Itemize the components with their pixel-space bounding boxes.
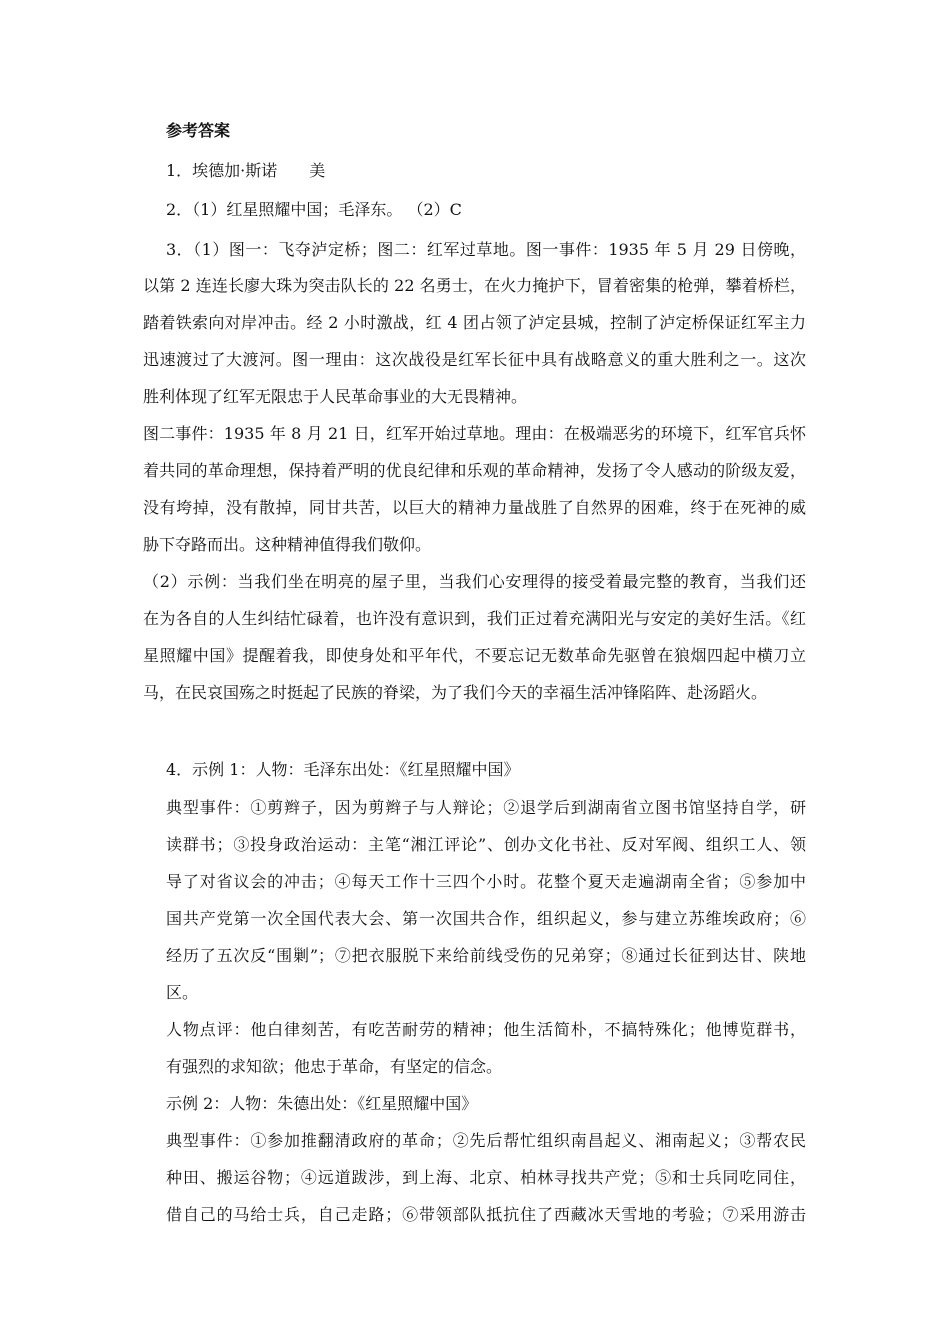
- answer-2: 2．（1）红星照耀中国；毛泽东。 （2）C: [166, 200, 462, 219]
- answer-4-line: 典型事件：①剪辫子，因为剪辫子与人辩论；②退学后到湖南省立图书馆坚持自学，研: [166, 798, 806, 817]
- answer-4-line: 借自己的马给士兵，自己走路；⑥带领部队抵抗住了西藏冰天雪地的考验；⑦采用游击: [166, 1205, 806, 1224]
- answer-1: 1．埃德加·斯诺 美: [166, 161, 326, 180]
- answer-4-line: 4．示例 1：人物：毛泽东出处：《红星照耀中国》: [166, 760, 520, 779]
- answer-4-line: 示例 2：人物：朱德出处：《红星照耀中国》: [166, 1094, 478, 1113]
- answer-3-line: 星照耀中国》提醒着我，即使身处和平年代，不要忘记无数革命先驱曾在狼烟四起中横刀立: [143, 646, 806, 665]
- answer-3-line: 图二事件：1935 年 8 月 21 日，红军开始过草地。理由：在极端恶劣的环境下，红军官兵怀: [143, 424, 806, 443]
- answer-4-line: 读群书；③投身政治运动：主笔“湘江评论”、创办文化书社、反对军阀、组织工人、领: [166, 835, 806, 854]
- answer-3-line: 胜利体现了红军无限忠于人民革命事业的大无畏精神。: [143, 387, 528, 406]
- answer-4-line: 种田、搬运谷物；④远道跋涉，到上海、北京、柏林寻找共产党；⑤和士兵同吃同住，: [166, 1168, 806, 1187]
- answer-4-line: 导了对省议会的冲击；④每天工作十三四个小时。花整个夏天走遍湖南全省；⑤参加中: [166, 872, 806, 891]
- answer-3-line: 没有垮掉，没有散掉，同甘共苦，以巨大的精神力量战胜了自然界的困难，终于在死神的威: [143, 498, 806, 517]
- answer-3-line: （2）示例：当我们坐在明亮的屋子里，当我们心安理得的接受着最完整的教育，当我们还: [143, 572, 806, 591]
- answer-3-line: 踏着铁索向对岸冲击。经 2 小时激战，红 4 团占领了泸定县城，控制了泸定桥保证红军主力: [143, 313, 806, 332]
- answer-4-line: 区。: [166, 983, 199, 1002]
- answer-4-line: 典型事件：①参加推翻清政府的革命；②先后帮忙组织南昌起义、湘南起义；③帮农民: [166, 1131, 806, 1150]
- answers-heading: 参考答案: [166, 121, 231, 140]
- answer-4-line: 人物点评：他白律刻苦，有吃苦耐劳的精神；他生活简朴，不搞特殊化；他博览群书，: [166, 1020, 806, 1039]
- answer-3-line: 在为各自的人生纠结忙碌着，也许没有意识到，我们正过着充满阳光与安定的美好生活。《红: [143, 609, 806, 628]
- answer-3-line: 3．（1）图一：飞夺泸定桥；图二：红军过草地。图一事件：1935 年 5 月 29 日傍晚，: [166, 240, 806, 259]
- answer-3-line: 马，在民哀国殇之时挺起了民族的脊梁，为了我们今天的幸福生活冲锋陷阵、赴汤蹈火。: [143, 683, 768, 702]
- answer-4-line: 经历了五次反“围剿”；⑦把衣服脱下来给前线受伤的兄弟穿；⑧通过长征到达甘、陕地: [166, 946, 806, 965]
- answer-3-line: 胁下夺路而出。这种精神值得我们敬仰。: [143, 535, 432, 554]
- answer-4-line: 有强烈的求知欲；他忠于革命，有坚定的信念。: [166, 1057, 503, 1076]
- answer-3-line: 以第 2 连连长廖大珠为突击队长的 22 名勇士，在火力掩护下，冒着密集的枪弹，攀着桥栏，: [143, 276, 806, 295]
- answer-3-line: 迅速渡过了大渡河。图一理由：这次战役是红军长征中具有战略意义的重大胜利之一。这次: [143, 350, 806, 369]
- answer-3-line: 着共同的革命理想，保持着严明的优良纪律和乐观的革命精神，发扬了令人感动的阶级友爱，: [143, 461, 806, 480]
- answer-4-line: 国共产党第一次全国代表大会、第一次国共合作，组织起义，参与建立苏维埃政府；⑥: [166, 909, 806, 928]
